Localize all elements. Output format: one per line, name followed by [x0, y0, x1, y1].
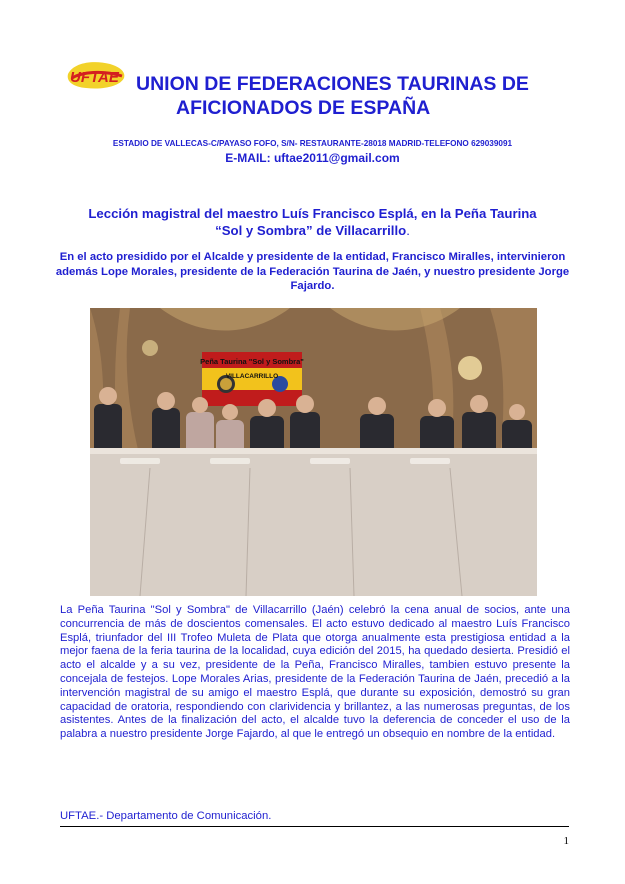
uftae-logo	[64, 60, 128, 92]
page-number: 1	[563, 835, 569, 847]
headline-part-2: “Sol y Sombra” de Villacarrillo	[215, 223, 407, 238]
footer-department: UFTAE.- Departamento de Comunicación.	[60, 810, 272, 822]
title-line-1: UNION DE FEDERACIONES TAURINAS DE	[136, 73, 529, 95]
article-headline	[40, 205, 585, 239]
email-line: E-MAIL: uftae2011@gmail.com	[225, 151, 400, 165]
organization-title	[136, 72, 576, 120]
article-subhead: En el acto presidido por el Alcalde y presidente de la entidad, Francisco Miralles, intervinieron además Lope Morales, presidente de la Federación Taurina de Jaén, y nuestro presidente Jorge Fajardo.	[55, 251, 570, 292]
title-line-2: AFICIONADOS DE ESPAÑA	[176, 97, 431, 119]
banner-text-2: VILLACARRILLO	[225, 373, 279, 380]
banner-text-1: Peña Taurina "Sol y Sombra"	[200, 357, 304, 366]
footer-divider	[60, 826, 569, 827]
logo-text: UFTAE	[70, 69, 119, 86]
headline-part-1: Lección magistral del maestro Luís Francisco Esplá, en la Peña Taurina	[88, 206, 537, 221]
headline-tail: .	[406, 223, 410, 238]
event-photo	[90, 308, 537, 596]
article-body: La Peña Taurina "Sol y Sombra" de Villacarrillo (Jaén) celebró la cena anual de socios, ante una concurrencia de más de doscientos comensales. El acto estuvo dedicado al maestro Luís Francisco Esplá, triunfador del III Trofeo Muleta de Plata que otorga anualmente esta prestigiosa entidad a la mejor faena de la feria taurina de la localidad, cuya edición del 2015, ha quedado desierta. Presidió el acto el alcalde y a su vez, presidente de la Peña, Francisco Miralles, tambien estuvo presente la concejala de festejos. Lope Morales Arias, presidente de la Federación Taurina de Jaén, precedió a la intervención magistral de su amigo el maestro Esplá, que durante su exposición, demostró su gran capacidad de oratoria, respondiendo con clarividencia y brillantez, a las numerosas preguntas, de los asistentes. Antes de la finalización del acto, el alcalde tuvo la deferencia de conceder el uso de la palabra a nuestro presidente Jorge Fajardo, al que le entregó un obsequio en nombre de la entidad.	[60, 604, 570, 741]
address-line: ESTADIO DE VALLECAS-C/PAYASO FOFO, S/N- RESTAURANTE-28018 MADRID-TELEFONO 629039091	[112, 139, 513, 148]
